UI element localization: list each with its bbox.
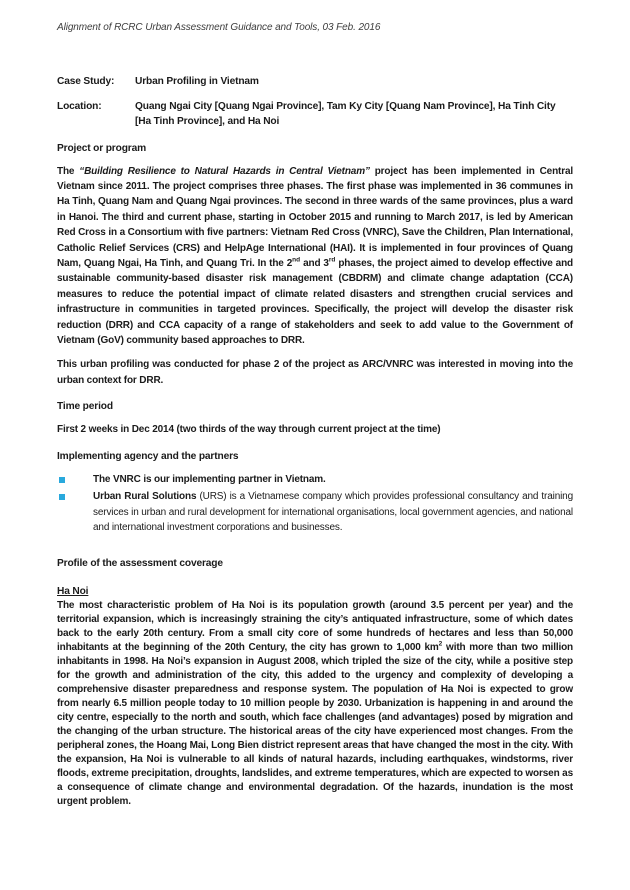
case-study-value: Urban Profiling in Vietnam	[135, 76, 259, 87]
project-paragraph-body-b: and 3	[300, 257, 329, 269]
ha-noi-paragraph-body-b: with more than two million inhabitants in 1998. Ha Noi’s expansion in August 2008, which tripled the size of the city, while a positive step for the growth and administration of the city, this added to the urgency and complexity of developing a comprehensive disaster preparedness and response system. The population of Ha Noi is expected to grow from nearly 6.5 million people today to 10 million people by 2030. Urbanization is happening in and around the city centre, especially to the north and south, which face challenges (and advantages) posed by migration and the changing of the urban structure. The historical areas of the city have experienced most changes. From the peripheral zones, the Hoang Mai, Long Bien district represent areas that have changed the most in the city. With the expansion, Ha Noi is vulnerable to all kinds of natural hazards, including earthquakes, windstorms, river floods, extreme precipitation, droughts, landslides, and extreme temperatures, which are expected to worsen as a consequence of climate change and environmental degradation. Of the hazards, inundation is the most urgent problem.	[57, 641, 573, 807]
case-study-label: Case Study:	[57, 76, 115, 87]
subheading-ha-noi: Ha Noi	[57, 585, 89, 597]
bullet-square-icon	[59, 477, 65, 483]
project-paragraph	[57, 164, 573, 349]
urs-bullet-regular-text: (URS) is a Vietnamese company which provides professional consultancy and training services in urban and rural development for international organisations, local government agencies, and national and international investment corporations and businesses.	[93, 491, 573, 534]
list-item-urs	[57, 489, 573, 536]
superscript-nd: nd	[292, 256, 301, 264]
project-paragraph-body-a: project has been implemented in Central Vietnam since 2011. The project comprises three phases. The first phase was implemented in 36 communes in Ha Tinh, Quang Nam and Quang Ngai provinces. The second in three wards of the same provinces, plus a ward in Hanoi. The third and current phase, starting in October 2015 and running to March 2017, is led by American Red Cross in a Consortium with five partners: Vietnam Red Cross (VNRC), Save the Children, Plan International, Catholic Relief Services (CRS) and HelpAge International (HAI). It is implemented in four provinces of Quang Nam, Quang Ngai, Ha Tinh, and Quang Tri. In the 2	[57, 165, 573, 269]
ha-noi-paragraph-body-a: The most characteristic problem of Ha Noi is its population growth (around 3.5 percent per year) and the territorial expansion, which is increasingly straining the city’s antiquated infrastructure, some of which dates back to the early 20th century. From a small city core of some hundreds of hectares and less than 50,000 inhabitants at the beginning of the 20th Century, the city has grown to 1,000 km	[57, 599, 573, 653]
superscript-rd: rd	[328, 256, 336, 264]
case-study-row	[57, 74, 573, 90]
time-period-paragraph: First 2 weeks in Dec 2014 (two thirds of the way through current project at the time)	[57, 424, 441, 436]
heading-project-or-program: Project or program	[57, 142, 147, 154]
location-row	[57, 99, 573, 130]
location-value: Quang Ngai City [Quang Ngai Province], Tam Ky City [Quang Nam Province], Ha Tinh City [Ha Tinh Province], and Ha Noi	[135, 100, 556, 127]
list-item-vnrc	[57, 472, 573, 488]
urs-bullet-bold-text: Urban Rural Solutions	[93, 491, 200, 503]
heading-implementing-agency: Implementing agency and the partners	[57, 450, 239, 462]
project-paragraph-lead: The	[57, 165, 80, 177]
heading-profile-assessment-coverage: Profile of the assessment coverage	[57, 557, 223, 569]
heading-time-period: Time period	[57, 401, 113, 413]
superscript-km2: 2	[438, 640, 443, 648]
bullet-square-icon	[59, 494, 65, 500]
spacer	[57, 540, 573, 545]
location-label: Location:	[57, 100, 102, 112]
ha-noi-paragraph	[57, 599, 573, 809]
partners-bullet-list	[57, 472, 573, 536]
urban-profiling-paragraph: This urban profiling was conducted for phase 2 of the project as ARC/VNRC was interested in moving into the urban context for DRR.	[57, 359, 573, 386]
project-paragraph-body-c: phases, the project aimed to develop effective and sustainable community-based disaster risk management (CBDRM) and climate change adaptation (CCA) measures to reduce the potential impact of climate related disasters and strengthen crucial services and infrastructure in communities in targeted provinces. Specifically, the project will develop the disaster risk reduction (DRR) and CCA capacity of a range of stakeholders and seek to add value to the Government of Vietnam (GoV) community based approaches to DRR.	[57, 257, 573, 346]
document-header: Alignment of RCRC Urban Assessment Guidance and Tools, 03 Feb. 2016	[57, 22, 381, 33]
vnrc-bullet-text: The VNRC is our implementing partner in Vietnam.	[93, 473, 326, 485]
project-title-quote: “Building Resilience to Natural Hazards in Central Vietnam”	[79, 165, 370, 177]
